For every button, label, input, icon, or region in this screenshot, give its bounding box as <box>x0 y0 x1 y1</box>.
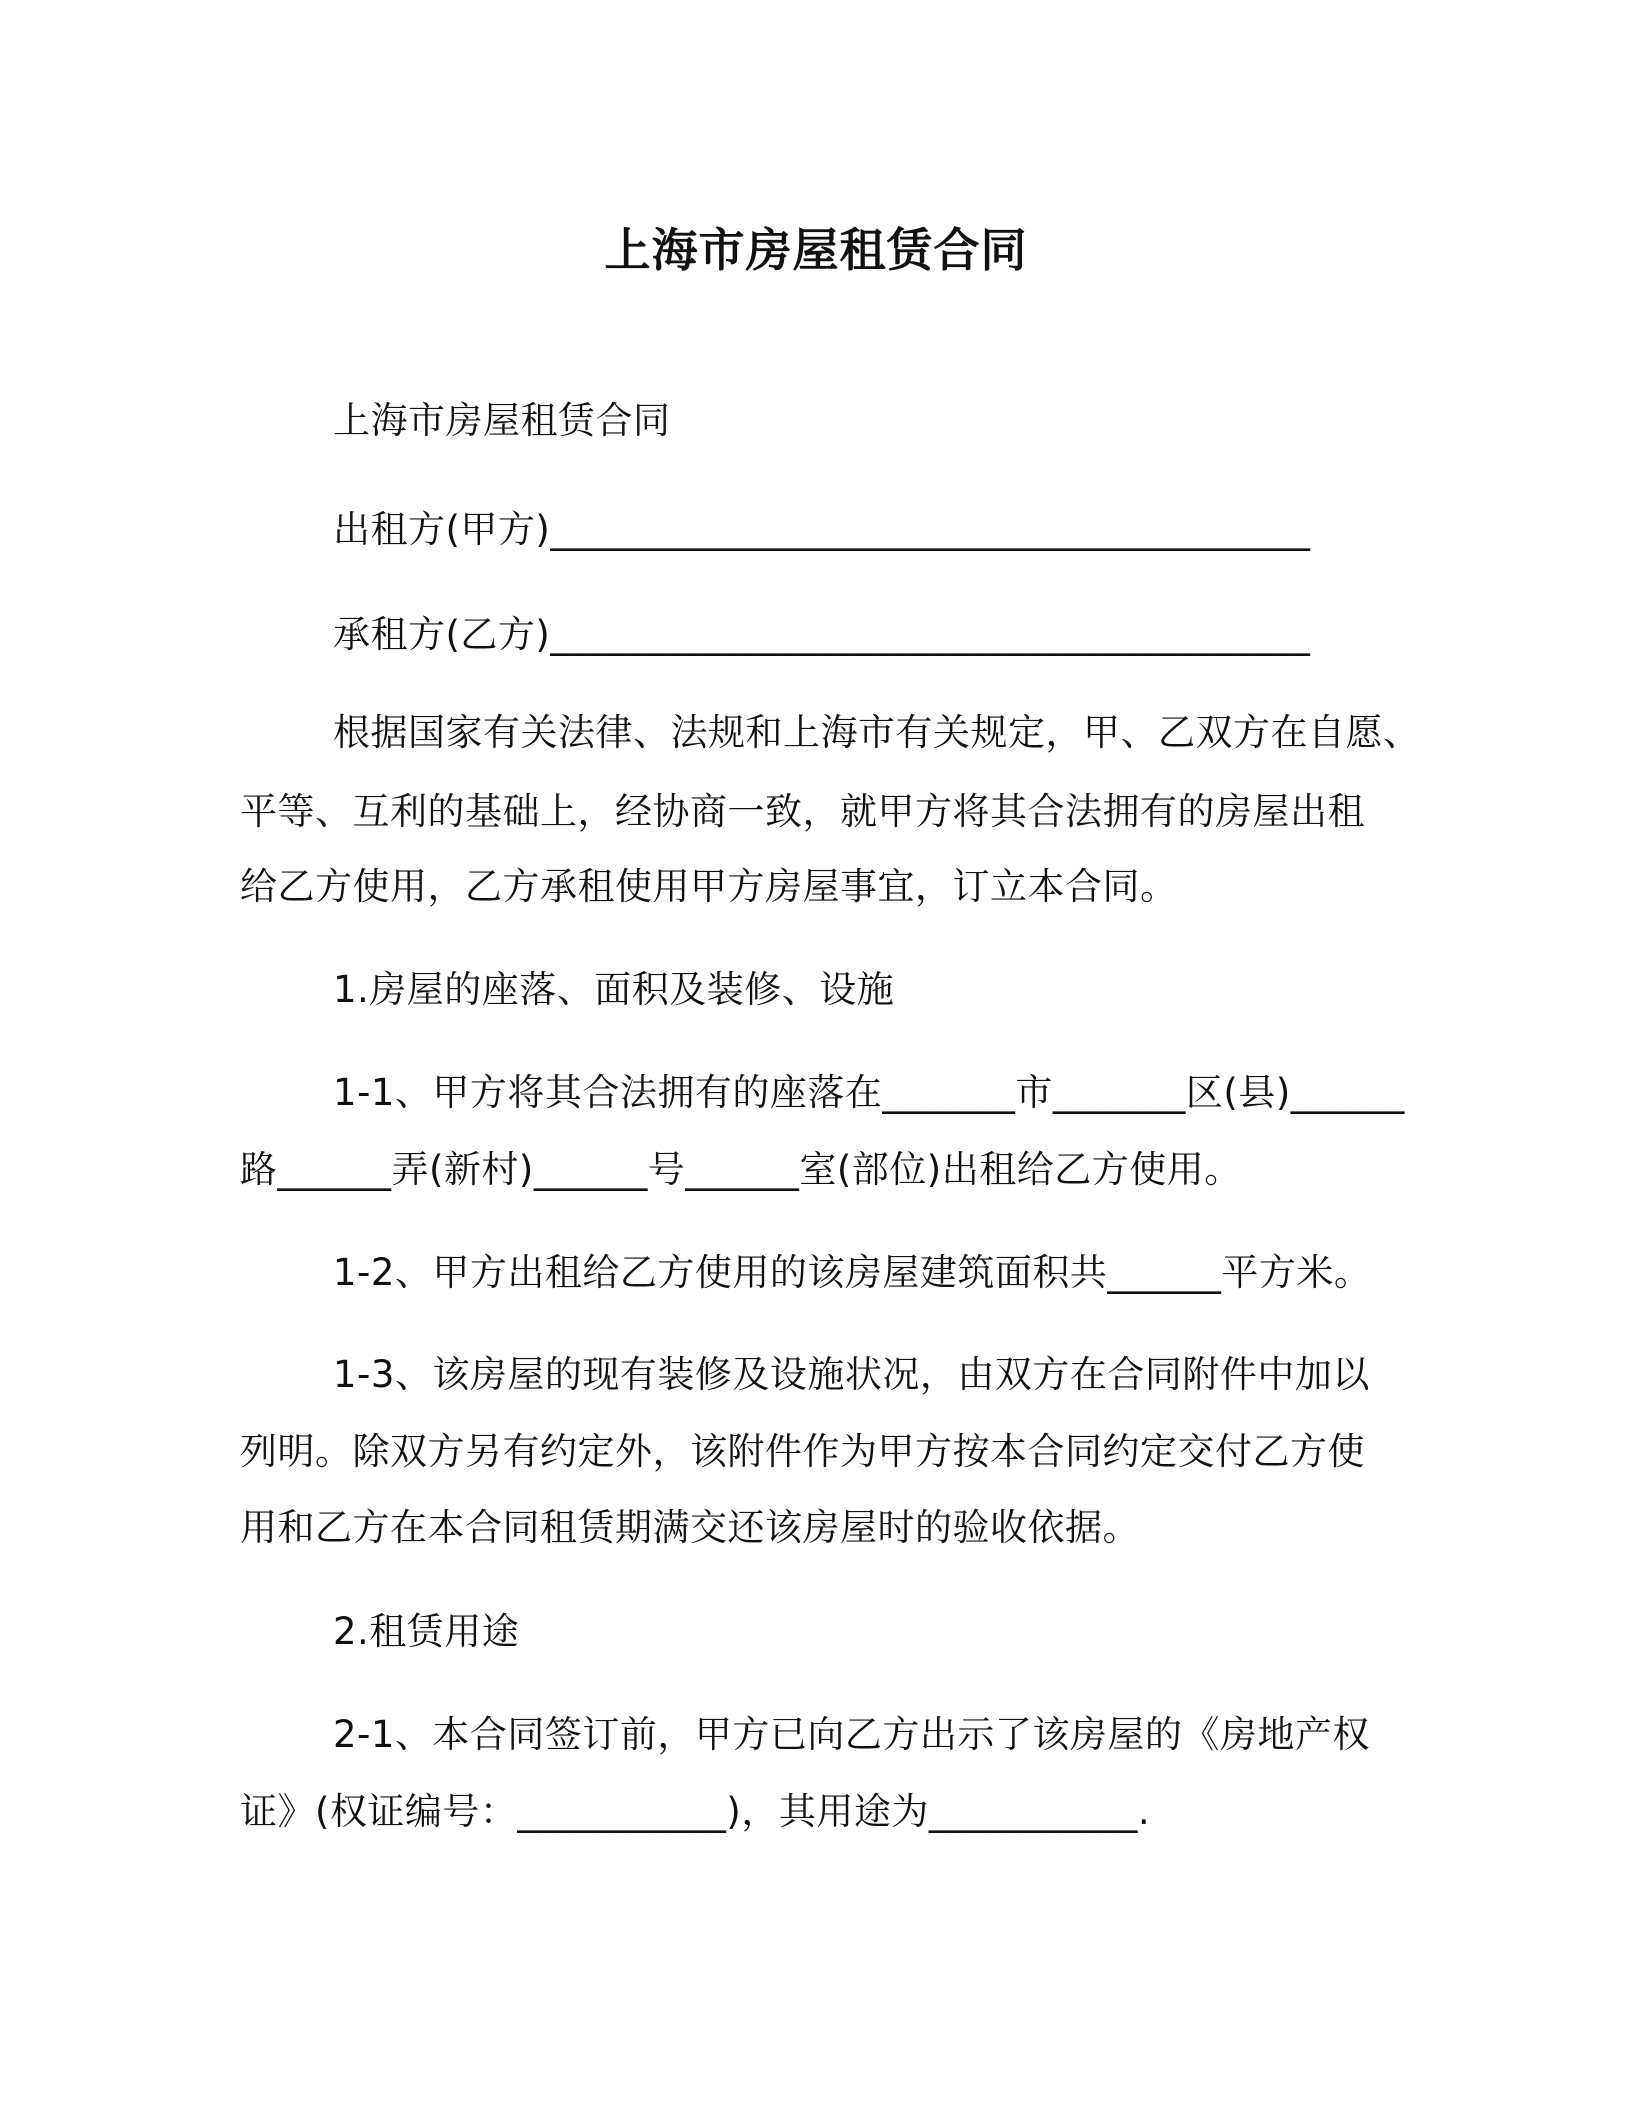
lessee-line: 承租方(乙方)________________________________________ <box>333 613 1311 656</box>
clause-1-2: 1-2、甲方出租给乙方使用的该房屋建筑面积共______平方米。 <box>333 1251 1372 1294</box>
section-2-heading: 2.租赁用途 <box>333 1610 520 1653</box>
section-1-heading: 1.房屋的座落、面积及装修、设施 <box>333 968 895 1011</box>
subtitle-line: 上海市房屋租赁合同 <box>333 399 671 442</box>
preamble-line-2: 平等、互利的基础上，经协商一致，就甲方将其合法拥有的房屋出租 <box>240 790 1365 833</box>
clause-2-1-line-1: 2-1、本合同签订前，甲方已向乙方出示了该房屋的《房地产权 <box>333 1713 1370 1756</box>
document-title: 上海市房屋租赁合同 <box>604 223 1028 277</box>
clause-2-1-line-2: 证》(权证编号：___________)，其用途为___________. <box>240 1790 1151 1833</box>
clause-1-3-line-3: 用和乙方在本合同租赁期满交还该房屋时的验收依据。 <box>240 1506 1140 1549</box>
lessor-line: 出租方(甲方)________________________________________ <box>333 508 1311 551</box>
clause-1-3-line-1: 1-3、该房屋的现有装修及设施状况，由双方在合同附件中加以 <box>333 1353 1370 1396</box>
clause-1-3-line-2: 列明。除双方另有约定外，该附件作为甲方按本合同约定交付乙方使 <box>240 1430 1365 1473</box>
clause-1-1-line-1: 1-1、甲方将其合法拥有的座落在_______市_______区(县)______ <box>333 1071 1405 1114</box>
preamble-line-3: 给乙方使用，乙方承租使用甲方房屋事宜，订立本合同。 <box>240 865 1178 908</box>
preamble-line-1: 根据国家有关法律、法规和上海市有关规定，甲、乙双方在自愿、 <box>333 711 1421 754</box>
clause-1-1-line-2: 路______弄(新村)______号______室(部位)出租给乙方使用。 <box>240 1148 1242 1191</box>
